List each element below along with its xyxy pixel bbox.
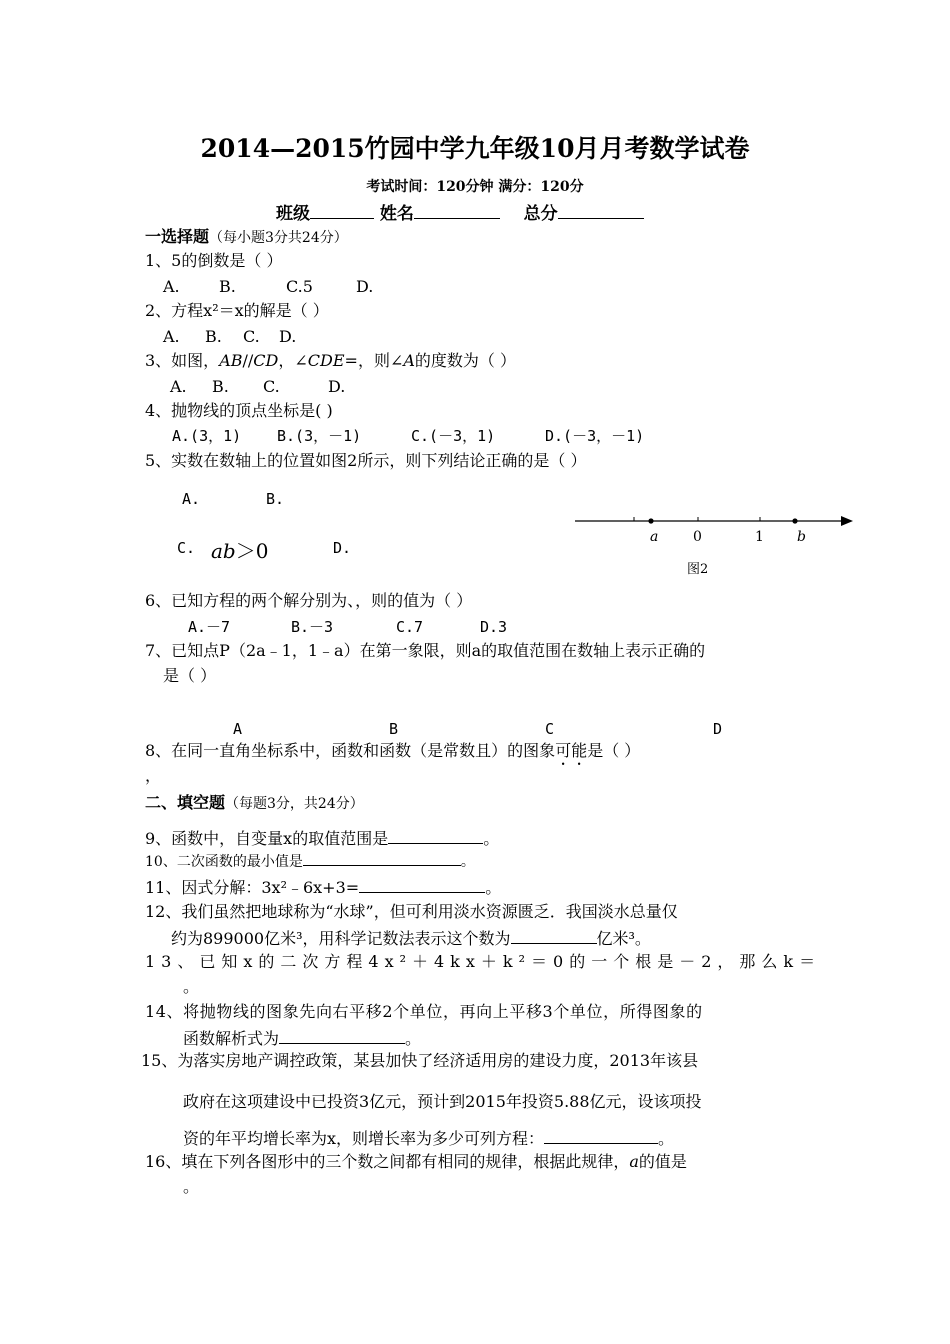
q7-option-c[interactable]: C [545,720,555,738]
q7-stem-line2: 是（ ） [163,666,217,685]
q15-line2: 政府在这项建设中已投资3亿元，预计到2015年投资5.88亿元，设该项投 [183,1092,702,1111]
q2-option-b[interactable]: B. [205,327,222,346]
q3-stem [145,351,516,371]
q8-extra-comma: ， [145,766,162,785]
q9 [145,827,499,849]
name-label: 姓名 [379,204,414,224]
q12-answer-blank[interactable] [511,927,597,944]
q4-option-b[interactable]: B.(3，－1) [277,427,362,445]
q3-suffix: 的度数为（ ） [414,351,517,370]
q5-option-b[interactable]: B. [266,490,285,508]
q5-expr-rest: ＞0 [235,539,269,563]
q3-parallel: // [242,351,254,370]
section2-header [145,793,364,814]
q6-option-b[interactable]: B.－3 [291,618,334,636]
q3-angle-sep: ，∠ [278,351,308,370]
name-blank[interactable] [414,202,500,219]
q8-stem-pre: 8、在同一直角坐标系中，函数和函数（是常数且）的图象 [145,741,556,760]
q3-a: A [403,351,415,370]
q7-option-b[interactable]: B [389,720,399,738]
q15-line3-stem: 资的年平均增长率为x，则增长率为多少可列方程： [183,1129,545,1148]
q3-option-b[interactable]: B. [212,377,229,396]
q2-option-c[interactable]: C. [243,327,260,346]
point-b-marker [792,518,797,523]
q12-line2-stem: 约为899000亿米³，用科学记数法表示这个数为 [171,929,511,948]
q12-line1: 12、我们虽然把地球称为“水球”，但可利用淡水资源匮乏．我国淡水总量仅 [145,902,678,921]
q5-option-a[interactable]: A. [182,490,201,508]
q6-option-d[interactable]: D.3 [480,618,508,636]
section2-note: （每题3分，共24分） [225,796,364,812]
q7-option-a[interactable]: A [233,720,243,738]
q13-line2: 。 [183,977,200,996]
section1-note: （每小题3分共24分） [209,230,348,246]
q3-eq: =，则∠ [344,351,404,370]
q3-option-a[interactable]: A. [170,377,187,396]
q2-stem: 2、方程x²＝x的解是（ ） [145,301,329,320]
q13-line1: 13、已知x的二次方程4x²＋4kx＋k²＝0的一个根是－2，那么k＝ [145,952,822,971]
q3-option-d[interactable]: D. [328,377,346,396]
q5-expr-var: ab [211,539,236,563]
q9-answer-blank[interactable] [388,827,483,844]
q16-line2: 。 [183,1177,200,1196]
score-label: 总分 [523,204,558,224]
point-a-marker [648,518,653,523]
q10-end: 。 [460,854,475,870]
q1-option-a[interactable]: A. [163,277,180,296]
q2-option-d[interactable]: D. [279,327,297,346]
q10 [145,852,475,872]
q7-option-d[interactable]: D [713,720,723,738]
q4-option-c[interactable]: C.(－3，1) [411,427,496,445]
q12-line2 [171,927,651,949]
q10-answer-blank[interactable] [303,852,461,866]
number-line-figure [570,508,860,538]
q3-cde: CDE [307,351,345,370]
q16-var-a: a [629,1152,639,1171]
q15-line1: 15、为落实房地产调控政策，某县加快了经济适用房的建设力度，2013年该县 [141,1051,699,1070]
q3-cd: CD [253,351,279,370]
q1-option-b[interactable]: B. [219,277,236,296]
q7-stem-line1: 7、已知点P（2a﹣1，1﹣a）在第一象限，则a的取值范围在数轴上表示正确的 [145,641,706,660]
number-line-label-a: a [650,529,659,545]
q14-line1: 14、将抛物线的图象先向右平移2个单位，再向上平移3个单位，所得图象的 [145,1002,703,1021]
exam-subtitle: 考试时间：120分钟 满分：120分 [366,179,584,195]
class-label: 班级 [276,204,310,224]
number-line-label-1: 1 [755,529,764,545]
number-line-label-b: b [797,529,806,545]
class-blank[interactable] [310,202,374,219]
q4-option-a[interactable]: A.(3，1) [172,427,242,445]
q15-line3-end: 。 [658,1129,675,1148]
q16-stem-end: 的值是 [638,1152,687,1171]
q8-stem-post: 是（ ） [587,741,641,760]
q5-option-c[interactable]: C. [177,539,196,557]
q11-stem: 11、因式分解：3x²﹣6x+3= [145,878,360,897]
q6-option-c[interactable]: C.7 [396,618,424,636]
q2-option-a[interactable]: A. [163,327,180,346]
q12-line2-end: 亿米³。 [596,929,651,948]
number-line-label-0: 0 [693,529,702,545]
section1-heading: 一选择题 [145,227,210,246]
q4-option-d[interactable]: D.(－3，－1) [545,427,645,445]
q11-answer-blank[interactable] [359,876,485,893]
score-blank[interactable] [558,202,644,219]
q8-stem-emphasis: 可能 [555,741,588,760]
q8-stem [145,741,640,769]
q3-prefix: 3、如图， [145,351,220,370]
q15-answer-blank[interactable] [544,1127,658,1144]
q14-line2-end: 。 [405,1029,422,1048]
q1-option-d[interactable]: D. [356,277,374,296]
q4-stem: 4、抛物线的顶点坐标是( ) [145,401,333,420]
q5-stem: 5、实数在数轴上的位置如图2所示，则下列结论正确的是（ ） [145,451,587,470]
student-info-row [276,202,644,224]
q16-line1 [145,1152,687,1172]
q15-line3 [183,1127,674,1149]
q9-stem: 9、函数中，自变量x的取值范围是 [145,829,389,848]
q3-ab: AB [219,351,243,370]
q3-option-c[interactable]: C. [263,377,280,396]
exam-title: 2014—2015竹园中学九年级10月月考数学试卷 [200,134,750,163]
section2-heading: 二、填空题 [145,793,226,812]
q11 [145,876,501,898]
q1-option-c[interactable]: C.5 [286,277,313,296]
q10-stem: 10、二次函数的最小值是 [145,854,303,870]
figure-caption: 图2 [687,562,709,577]
q16-stem: 16、填在下列各图形中的三个数之间都有相同的规律，根据此规律， [145,1152,630,1171]
q5-option-c-expr [211,539,268,563]
section1-header [145,227,348,248]
q14-line2 [183,1027,421,1049]
number-line-arrow-icon [841,516,853,526]
q6-option-a[interactable]: A.－7 [188,618,231,636]
q1-stem: 1、5的倒数是（ ） [145,251,283,270]
q14-answer-blank[interactable] [279,1027,405,1044]
q14-line2-stem: 函数解析式为 [183,1029,280,1048]
q6-stem: 6、已知方程的两个解分别为、，则的值为（ ） [145,591,473,610]
q9-end: 。 [483,829,500,848]
q11-end: 。 [485,878,502,897]
q5-option-d[interactable]: D. [333,539,352,557]
